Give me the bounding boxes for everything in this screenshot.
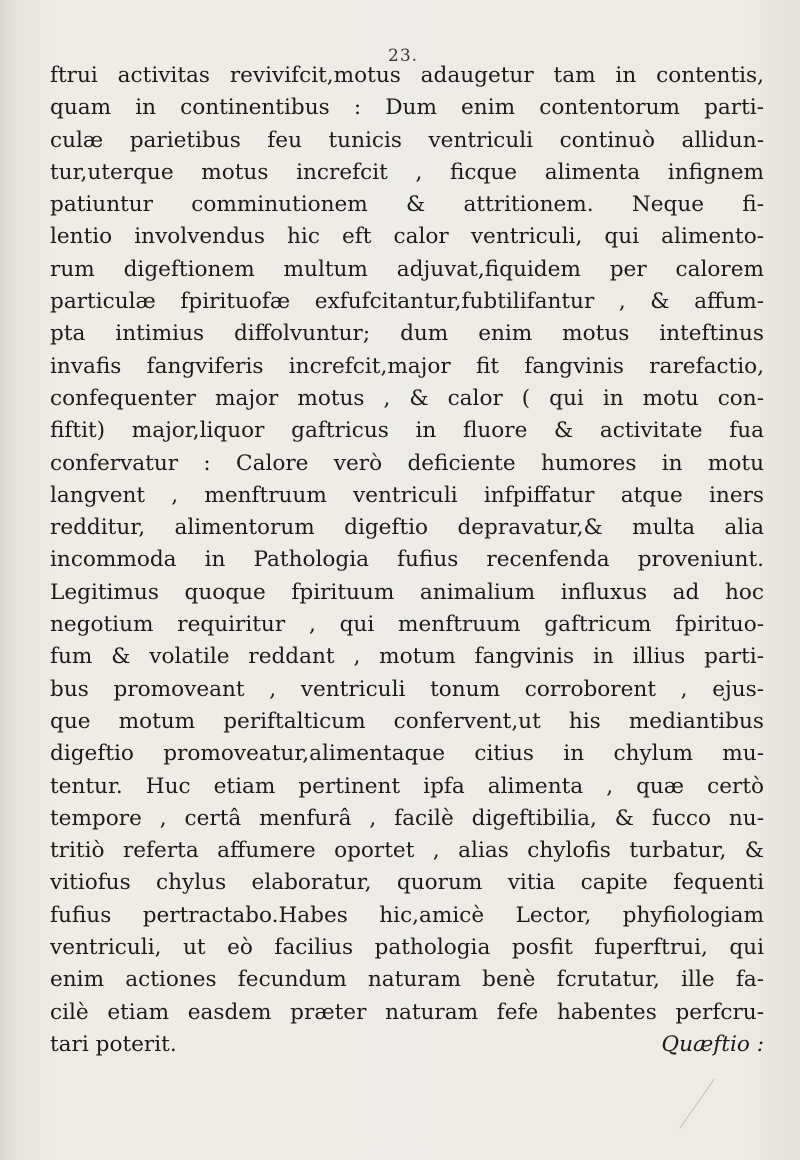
text-line: pta intimius diffolvuntur; dum enim motus inteftinus [50, 321, 764, 347]
text-line: culæ parietibus feu tunicis ventriculi continuò allidun- [50, 127, 764, 153]
text-line: confequenter major motus , & calor ( qui in motu con- [50, 385, 764, 411]
text-line: incommoda in Pathologia fufius recenfenda proveniunt. [50, 547, 764, 573]
text-line: fum & volatile reddant , motum fangvinis in illius parti- [50, 644, 764, 670]
text-line: ftrui activitas revivifcit,motus adaugetur tam in contentis, [50, 63, 764, 88]
text-line: rum digeftionem multum adjuvat,fiquidem per calorem [50, 256, 764, 282]
text-line: tritiò referta affumere oportet , alias chylofis turbatur, & [50, 838, 764, 864]
paper-mark [680, 1079, 748, 1152]
text-line: tentur. Huc etiam pertinent ipfa alimenta , quæ certò [50, 773, 764, 799]
text-line: confervatur : Calore verò deficiente humores in motu [50, 450, 764, 476]
page-header-number: 23. [388, 46, 419, 66]
text-line: negotium requiritur , qui menftruum gaftricum fpirituo- [50, 612, 764, 638]
text-line: invafis fangviferis increfcit,major fit fangvinis rarefactio, [50, 353, 764, 379]
body-text [50, 60, 764, 1061]
text-line: tempore , certâ menfurâ , facilè digeftibilia, & fucco nu- [50, 805, 764, 831]
text-line: fiftit) major,liquor gaftricus in fluore & activitate fua [50, 418, 764, 444]
catchword: Quæftio : [661, 1031, 764, 1057]
text-line: fufius pertractabo.Habes hic,amicè Lector, phyfiologiam [50, 902, 764, 928]
text-line: vitiofus chylus elaboratur, quorum vitia capite fequenti [50, 870, 764, 896]
text-line: patiuntur comminutionem & attritionem. Neque fi- [50, 192, 764, 218]
text-line: cilè etiam easdem præter naturam fefe habentes perfcru- [50, 999, 764, 1025]
text-line: redditur, alimentorum digeftio depravatur,& multa alia [50, 515, 764, 541]
text-line: que motum periftalticum confervent,ut his mediantibus [50, 708, 764, 734]
last-line-row [50, 1029, 764, 1061]
text-line: digeftio promoveatur,alimentaque citius in chylum mu- [50, 741, 764, 767]
text-line: bus promoveant , ventriculi tonum corroborent , ejus- [50, 676, 764, 702]
text-line: lentio involvendus hic eft calor ventriculi, qui alimento- [50, 224, 764, 250]
text-line: ventriculi, ut eò facilius pathologia posfit fuperftrui, qui [50, 935, 764, 961]
text-line: Legitimus quoque fpirituum animalium influxus ad hoc [50, 579, 764, 605]
text-line: tari poterit. [50, 1031, 177, 1057]
text-line: tur,uterque motus increfcit , ficque alimenta infignem [50, 159, 764, 185]
text-line: particulæ fpirituofæ exfufcitantur,fubtilifantur , & affum- [50, 289, 764, 315]
text-line: quam in continentibus : Dum enim contentorum parti- [50, 95, 764, 121]
text-line: langvent , menftruum ventriculi infpiffatur atque iners [50, 482, 764, 508]
text-line: enim actiones fecundum naturam benè fcrutatur, ille fa- [50, 967, 764, 993]
